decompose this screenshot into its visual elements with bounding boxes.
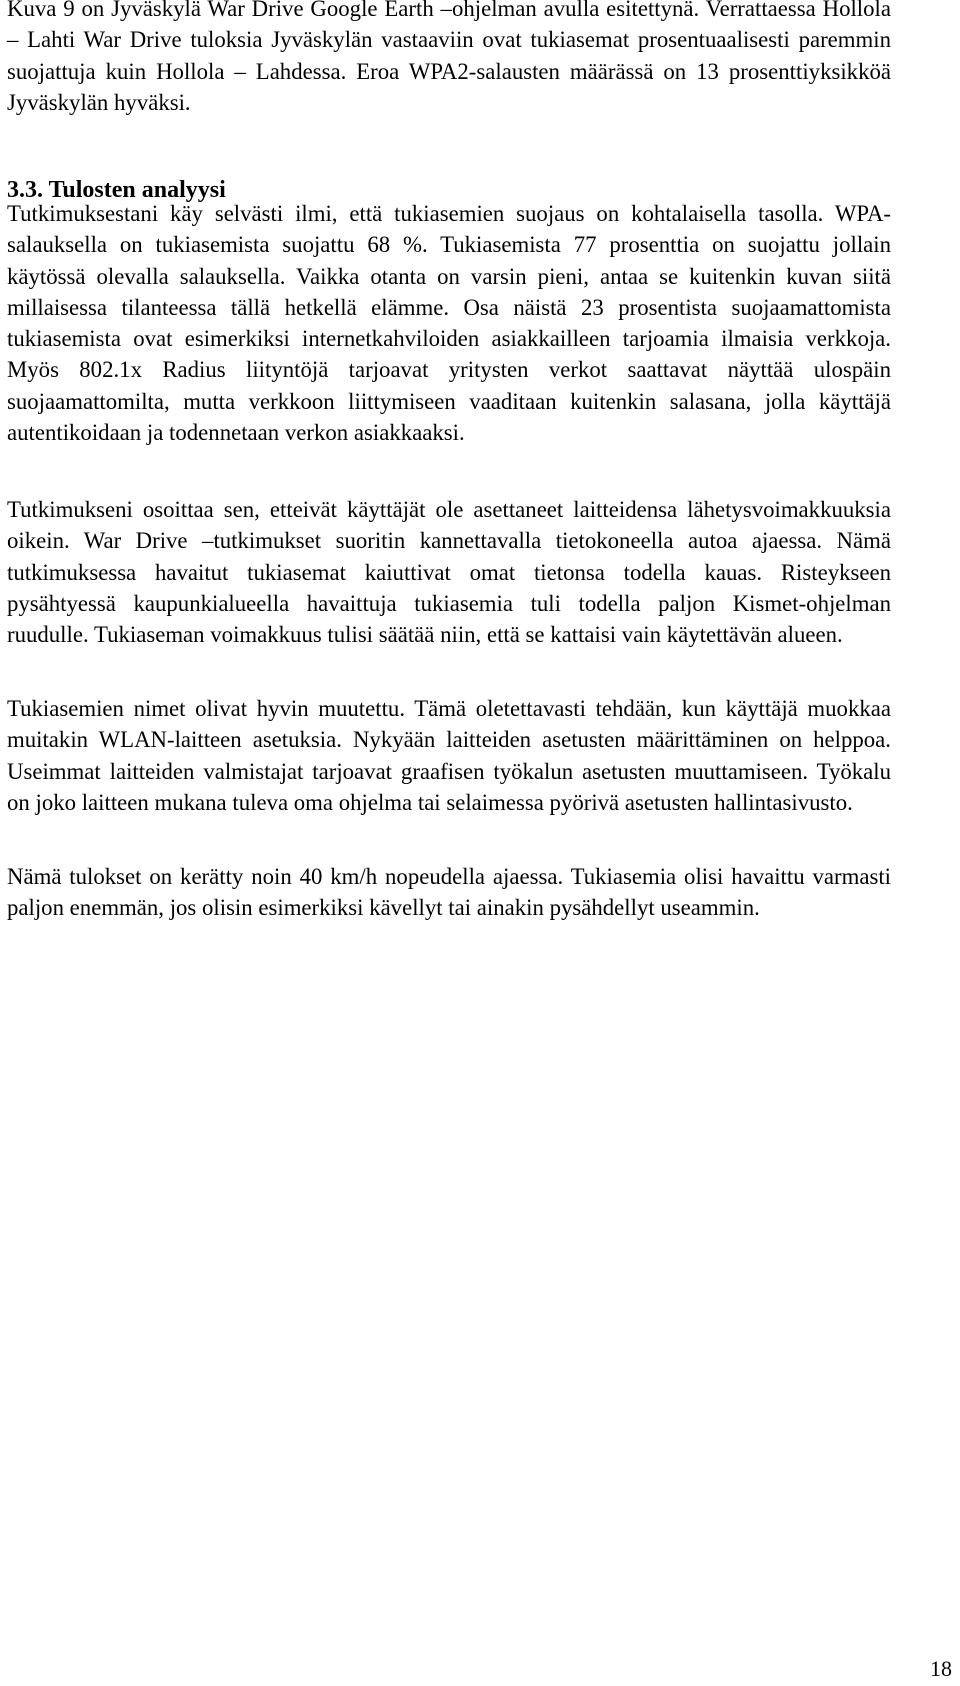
page-number: 18 [930, 1656, 952, 1681]
paragraph-speed-note: Nämä tulokset on kerätty noin 40 km/h nopeudella ajaessa. Tukiasemia olisi havaittu varmasti paljon enemmän, jos olisin esimerkiksi kävellyt tai ainakin pysähdellyt useammin. [7, 864, 891, 921]
intro-paragraph: Kuva 9 on Jyväskylä War Drive Google Earth –ohjelman avulla esitettynä. Verrattaessa Hollola – Lahti War Drive tuloksia Jyväskylän vastaaviin ovat tukiasemat prosentuaalisesti paremmin suojattuja kuin Hollola – Lahdessa. Eroa WPA2-salausten määrässä on 13 prosenttiyksikköä Jyväskylän hyväksi. [7, 0, 891, 115]
section-heading: 3.3. Tulosten analyysi [7, 177, 226, 203]
paragraph-results-security: Tutkimuksestani käy selvästi ilmi, että tukiasemien suojaus on kohtalaisella tasolla. WPA-salauksella on tukiasemista suojattu 68 %. Tukiasemista 77 prosenttia on suojattu jollain käytössä olevalla salauksella. Vaikka otanta on varsin pieni, antaa se kuitenkin kuvan siitä millaisessa tilanteessa tällä hetkellä elämme. Osa näistä 23 prosentista suojaamattomista tukiasemista ovat esimerkiksi internetkahviloiden asiakkailleen tarjoamia ilmaisia verkkoja. Myös 802.1x Radius liityntöjä tarjoavat yritysten verkot saattavat näyttää ulospäin suojaamattomilta, mutta verkkoon liittymiseen vaaditaan kuitenkin salasana, jolla käyttäjä autentikoidaan ja todennetaan verkon asiakkaaksi. [7, 201, 891, 446]
paragraph-ssid-names: Tukiasemien nimet olivat hyvin muutettu. Tämä oletettavasti tehdään, kun käyttäjä muokkaa muitakin WLAN-laitteen asetuksia. Nykyään laitteiden asetusten määrittäminen on helppoa. Useimmat laitteiden valmistajat tarjoavat graafisen työkalun asetusten muuttamiseen. Työkalu on joko laitteen mukana tuleva oma ohjelma tai selaimessa pyörivä asetusten hallintasivusto. [7, 696, 891, 815]
paragraph-transmit-power: Tutkimukseni osoittaa sen, etteivät käyttäjät ole asettaneet laitteidensa lähetysvoimakkuuksia oikein. War Drive –tutkimukset suoritin kannettavalla tietokoneella autoa ajaessa. Nämä tutkimuksessa havaitut tukiasemat kaiuttivat omat tietonsa todella kauas. Risteykseen pysähtyessä kaupunkialueella havaittuja tukiasemia tuli todella paljon Kismet-ohjelman ruudulle. Tukiaseman voimakkuus tulisi säätää niin, että se kattaisi vain käytettävän alueen. [7, 497, 891, 648]
